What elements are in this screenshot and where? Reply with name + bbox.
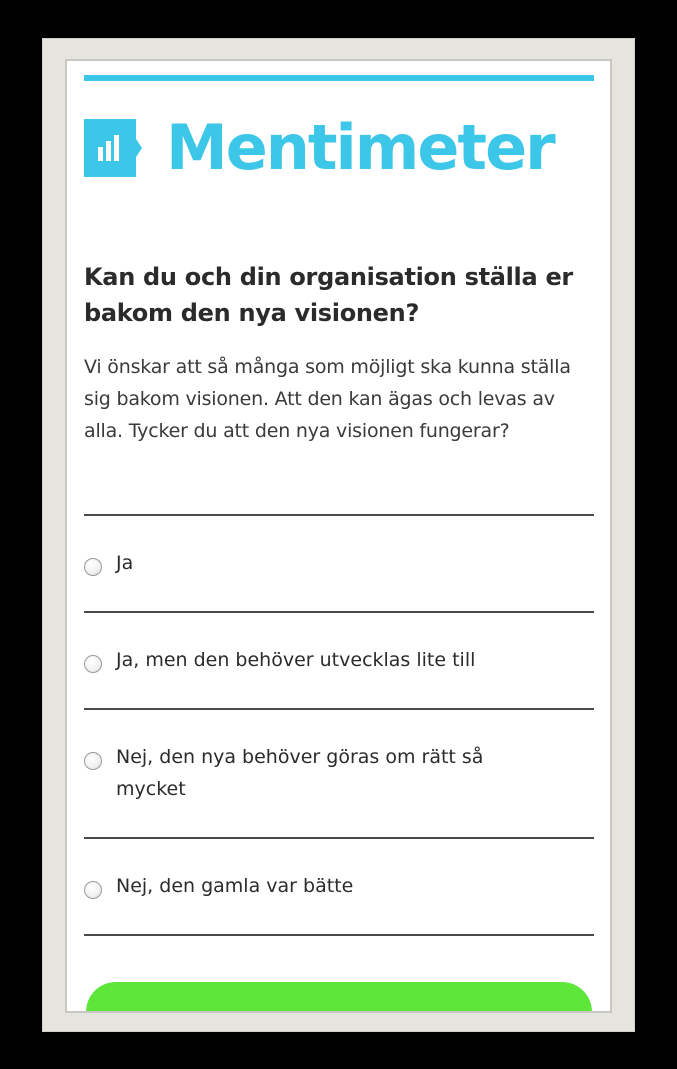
submit-button[interactable] [86, 982, 592, 1011]
option-ja[interactable] [84, 551, 594, 579]
radio-button[interactable] [84, 752, 102, 770]
radio-button[interactable] [84, 881, 102, 899]
brand-top-bar [84, 75, 594, 81]
option-label: Ja [116, 552, 134, 574]
mentimeter-logo [84, 113, 554, 183]
question-description: Vi önskar att så många som möjligt ska kunna ställa sig bakom visionen. Att den kan ägas och levas av alla. Tycker du att den nya visionen fungerar? [84, 356, 571, 442]
option-ja-men-utvecklas[interactable] [84, 648, 594, 676]
option-label: Ja, men den behöver utvecklas lite till [116, 649, 476, 671]
option-label: Nej, den gamla var bätte [116, 875, 354, 897]
radio-button[interactable] [84, 655, 102, 673]
divider [84, 708, 594, 710]
divider [84, 837, 594, 839]
radio-button[interactable] [84, 558, 102, 576]
device-frame [42, 38, 635, 1032]
brand-name: Mentimeter [166, 111, 554, 184]
question-title: Kan du och din organisation ställa er bakom den nya visionen? [84, 263, 573, 327]
option-nej-gora-om[interactable] [84, 745, 594, 805]
divider [84, 514, 594, 516]
poll-screen [67, 61, 610, 1011]
option-nej-gamla[interactable] [84, 874, 594, 902]
bar-chart-icon [84, 119, 142, 177]
divider [84, 611, 594, 613]
option-label: Nej, den nya behöver göras om rätt så mycket [116, 746, 484, 800]
divider [84, 934, 594, 936]
